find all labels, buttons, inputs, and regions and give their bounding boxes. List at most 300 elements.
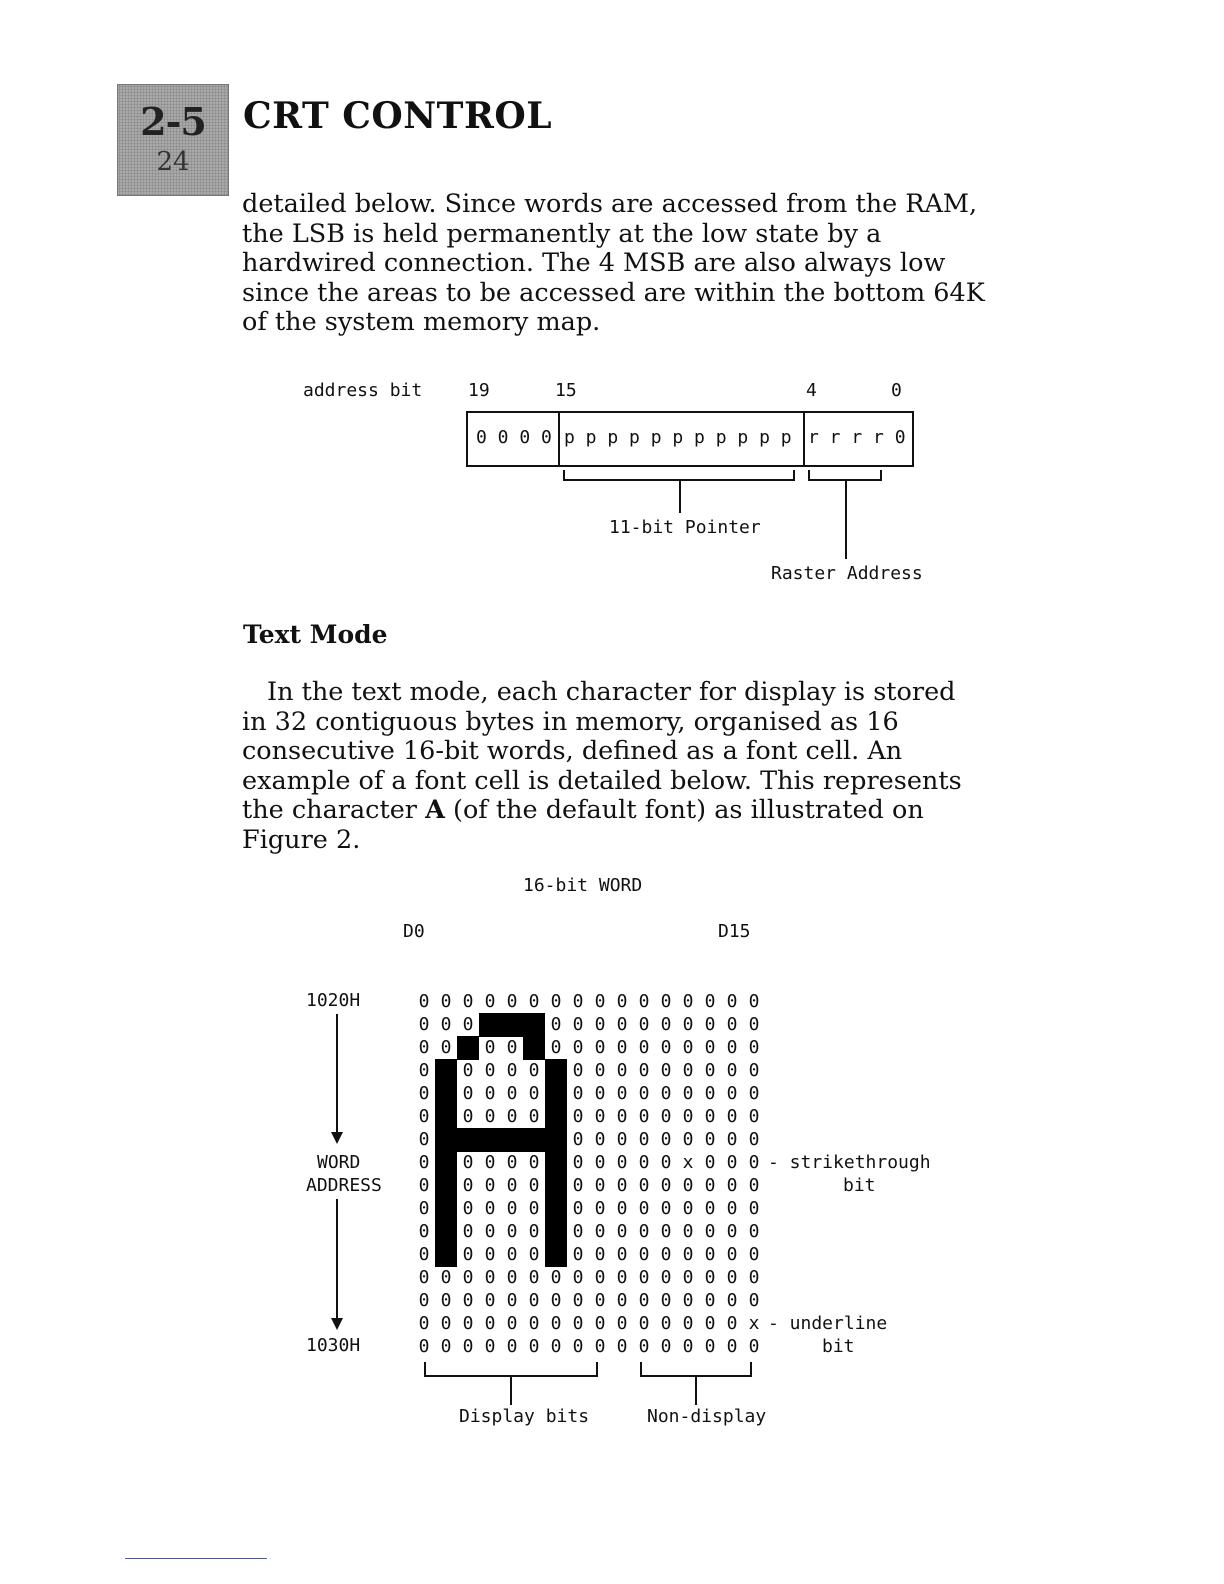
bit-cell: 0: [704, 1267, 716, 1288]
display-bracket-right: [596, 1362, 598, 1376]
bit-cell: 0: [638, 1014, 650, 1035]
bit-cell: 0: [726, 1083, 738, 1104]
display-bracket-left: [424, 1362, 426, 1376]
bit-cell: 0: [572, 1060, 584, 1081]
subheading-text-mode: Text Mode: [243, 620, 388, 649]
bit-cell: 0: [506, 1083, 518, 1104]
bit-cell: 0: [462, 1175, 474, 1196]
bit-cell: 0: [660, 1290, 672, 1311]
bit-cell: 0: [616, 991, 628, 1012]
underline-label: - underline: [768, 1313, 888, 1334]
bit-cell: 0: [748, 1083, 760, 1104]
bit-cell: 0: [462, 1152, 474, 1173]
bit-cell: 0: [704, 1129, 716, 1150]
bit-cell: 0: [638, 1221, 650, 1242]
bit-number-0: 0: [891, 380, 902, 401]
bit-cell: 0: [638, 1175, 650, 1196]
bit-cell: 0: [638, 1037, 650, 1058]
bit-cell: 0: [682, 1221, 694, 1242]
bit-cell: 0: [682, 1060, 694, 1081]
pointer-label: 11-bit Pointer: [609, 517, 761, 538]
glyph-pixel-run: [545, 1197, 567, 1221]
underline-bit-label: bit: [822, 1336, 855, 1357]
bit-cell: 0: [418, 1267, 430, 1288]
glyph-pixel-run: [457, 1036, 479, 1060]
bit-cell: 0: [748, 1290, 760, 1311]
bit-cell: 0: [616, 1244, 628, 1265]
bit-cell: 0: [594, 1152, 606, 1173]
bit-cell: 0: [462, 1290, 474, 1311]
bit-cell: 0: [506, 1290, 518, 1311]
bit-cell: 0: [726, 1336, 738, 1357]
bit-cell: 0: [616, 1290, 628, 1311]
bit-cell: 0: [660, 1037, 672, 1058]
start-address: 1020H: [306, 990, 361, 1011]
bit-cell: 0: [704, 1175, 716, 1196]
raster-label: Raster Address: [771, 563, 923, 584]
word-address-label: WORD: [317, 1152, 361, 1173]
bit-cell: 0: [748, 1152, 760, 1173]
bit-cell: 0: [594, 1175, 606, 1196]
bit-cell: 0: [704, 1244, 716, 1265]
bit-cell: 0: [726, 1313, 738, 1334]
bit-cell: 0: [594, 1313, 606, 1334]
glyph-pixel-run: [435, 1243, 457, 1267]
bit-cell: 0: [506, 1198, 518, 1219]
bit-cell: 0: [462, 1244, 474, 1265]
bit-cell: 0: [594, 1060, 606, 1081]
bit-cell: 0: [418, 1313, 430, 1334]
glyph-pixel-run: [545, 1059, 567, 1083]
display-leader: [510, 1377, 512, 1405]
bit-cell: 0: [550, 1290, 562, 1311]
d15-label: D15: [718, 921, 751, 942]
bit-cell: 0: [616, 1106, 628, 1127]
glyph-pixel-run: [545, 1082, 567, 1106]
bit-cell: 0: [726, 1037, 738, 1058]
paragraph-text: In the text mode, each character for display is stored in 32 contiguous bytes in memory, organised as 16 consecutive 16-bit words, defined as a font cell. An example of a font cell is detailed below. This represents the character: [242, 677, 962, 826]
bit-cell: 0: [484, 1083, 496, 1104]
bit-cell: 0: [528, 1198, 540, 1219]
bit-cell: 0: [418, 1175, 430, 1196]
bit-cell: 0: [616, 1198, 628, 1219]
bit-cell: 0: [682, 1175, 694, 1196]
bit-cell: 0: [550, 1313, 562, 1334]
bit-cell: 0: [484, 1336, 496, 1357]
section-marker: [117, 84, 229, 196]
bit-cell: 0: [462, 1083, 474, 1104]
bit-cell: 0: [550, 1267, 562, 1288]
bit-cell: 0: [704, 1014, 716, 1035]
bit-cell: 0: [418, 1336, 430, 1357]
bit-cell: 0: [638, 1244, 650, 1265]
bit-cell: 0: [528, 1060, 540, 1081]
bit-cell: 0: [418, 991, 430, 1012]
raster-leader: [845, 481, 847, 559]
bit-cell: 0: [682, 1267, 694, 1288]
bit-cell: 0: [528, 1152, 540, 1173]
glyph-pixel-run: [545, 1220, 567, 1244]
bit-cell: 0: [462, 1014, 474, 1035]
bit-cell: 0: [726, 1244, 738, 1265]
bit-cell: 0: [748, 1175, 760, 1196]
bit-cell: 0: [638, 1106, 650, 1127]
glyph-pixel-run: [545, 1151, 567, 1175]
bit-cell: 0: [462, 1060, 474, 1081]
bit-cell: 0: [638, 1313, 650, 1334]
bit-cell: 0: [726, 1060, 738, 1081]
bit-cell: 0: [462, 1313, 474, 1334]
bit-cell: 0: [484, 1198, 496, 1219]
bit-cell: 0: [748, 1198, 760, 1219]
bit-cell: 0: [726, 1106, 738, 1127]
bit-cell: 0: [660, 991, 672, 1012]
bit-cell: 0: [550, 1037, 562, 1058]
bit-cell: 0: [682, 1198, 694, 1219]
bit-cell: 0: [726, 1129, 738, 1150]
bit-cell: 0: [506, 1037, 518, 1058]
field-divider: [803, 413, 805, 465]
bit-cell: 0: [704, 1037, 716, 1058]
word-label: 16-bit WORD: [523, 875, 643, 896]
bit-cell: 0: [528, 1175, 540, 1196]
bit-cell: 0: [660, 1083, 672, 1104]
bit-cell: 0: [594, 1221, 606, 1242]
bit-cell: 0: [594, 1014, 606, 1035]
bit-cell: 0: [638, 1152, 650, 1173]
bit-cell: 0: [594, 1244, 606, 1265]
bit-cell: 0: [572, 1129, 584, 1150]
bit-cell: 0: [462, 1198, 474, 1219]
bit-cell: 0: [418, 1083, 430, 1104]
bit-cell: 0: [572, 1221, 584, 1242]
bit-cell: 0: [572, 1175, 584, 1196]
bit-cell: 0: [616, 1313, 628, 1334]
bit-cell: 0: [506, 1313, 518, 1334]
bit-cell: 0: [616, 1267, 628, 1288]
bit-cell: 0: [572, 1014, 584, 1035]
bit-cell: 0: [418, 1221, 430, 1242]
glyph-pixel-run: [435, 1059, 457, 1083]
bit-cell: 0: [594, 1336, 606, 1357]
bit-number-15: 15: [555, 380, 577, 401]
bit-cell: 0: [726, 1221, 738, 1242]
bit-cell: 0: [484, 991, 496, 1012]
paragraph-text: (of the default font) as illustrated on Figure 2.: [242, 795, 924, 855]
bit-cell: 0: [594, 1037, 606, 1058]
section-number: 2-5: [140, 99, 206, 144]
bit-cell: 0: [484, 1175, 496, 1196]
bit-cell: 0: [726, 1198, 738, 1219]
bit-cell: 0: [418, 1037, 430, 1058]
bit-cell: 0: [550, 1336, 562, 1357]
end-address: 1030H: [306, 1335, 361, 1356]
bit-cell: 0: [638, 1060, 650, 1081]
bit-cell: 0: [528, 1244, 540, 1265]
bit-cell: 0: [506, 1060, 518, 1081]
bit-cell: 0: [616, 1083, 628, 1104]
bit-cell: 0: [704, 1198, 716, 1219]
glyph-pixel-run: [435, 1197, 457, 1221]
bit-cell: 0: [550, 991, 562, 1012]
bit-cell: 0: [748, 1267, 760, 1288]
non-display-label: Non-display: [647, 1406, 767, 1427]
bit-cell: 0: [506, 1244, 518, 1265]
chapter-title: CRT CONTROL: [243, 95, 553, 137]
glyph-pixel-run: [435, 1151, 457, 1175]
bit-cell: 0: [616, 1175, 628, 1196]
bit-cell: 0: [682, 1244, 694, 1265]
bit-cell: 0: [726, 1014, 738, 1035]
bit-cell: 0: [506, 1152, 518, 1173]
glyph-pixel-run: [435, 1105, 457, 1129]
font-cell-grid: [413, 990, 763, 1358]
bit-cell: 0: [748, 991, 760, 1012]
glyph-pixel-run: [435, 1174, 457, 1198]
bit-cell: 0: [484, 1290, 496, 1311]
bit-cell: 0: [506, 1221, 518, 1242]
bit-cell: 0: [572, 1336, 584, 1357]
bit-cell: x: [748, 1313, 760, 1334]
glyph-pixel-run: [545, 1243, 567, 1267]
bit-cell: 0: [726, 1267, 738, 1288]
pointer-field: p p p p p p p p p p p: [564, 427, 792, 448]
bit-cell: 0: [462, 1267, 474, 1288]
bit-cell: 0: [704, 991, 716, 1012]
bit-cell: 0: [748, 1060, 760, 1081]
bit-cell: 0: [704, 1152, 716, 1173]
glyph-pixel-run: [435, 1128, 567, 1152]
bit-cell: 0: [616, 1152, 628, 1173]
pointer-leader: [679, 481, 681, 513]
bit-cell: 0: [484, 1267, 496, 1288]
raster-field: r r r r 0: [808, 427, 906, 448]
bit-cell: 0: [484, 1060, 496, 1081]
bit-cell: 0: [506, 1267, 518, 1288]
bit-cell: x: [682, 1152, 694, 1173]
bit-cell: 0: [748, 1106, 760, 1127]
bit-cell: 0: [506, 1336, 518, 1357]
bit-cell: 0: [638, 1336, 650, 1357]
bit-cell: 0: [550, 1014, 562, 1035]
bit-cell: 0: [726, 1175, 738, 1196]
bit-cell: 0: [572, 1313, 584, 1334]
bit-cell: 0: [440, 1014, 452, 1035]
bit-cell: 0: [484, 1313, 496, 1334]
bit-cell: 0: [572, 1152, 584, 1173]
bit-cell: 0: [572, 1083, 584, 1104]
bit-cell: 0: [704, 1060, 716, 1081]
bit-cell: 0: [506, 1175, 518, 1196]
bit-cell: 0: [660, 1152, 672, 1173]
bit-cell: 0: [440, 1267, 452, 1288]
bit-cell: 0: [462, 991, 474, 1012]
bit-cell: 0: [506, 991, 518, 1012]
bit-cell: 0: [484, 1106, 496, 1127]
bit-cell: 0: [748, 1244, 760, 1265]
bit-cell: 0: [748, 1037, 760, 1058]
bit-number-19: 19: [468, 380, 490, 401]
bit-cell: 0: [572, 991, 584, 1012]
bit-cell: 0: [660, 1106, 672, 1127]
bit-cell: 0: [484, 1221, 496, 1242]
bit-cell: 0: [682, 1129, 694, 1150]
bit-cell: 0: [572, 1106, 584, 1127]
bit-cell: 0: [462, 1106, 474, 1127]
bit-cell: 0: [638, 991, 650, 1012]
display-bits-label: Display bits: [459, 1406, 590, 1427]
bit-cell: 0: [440, 1037, 452, 1058]
bit-cell: 0: [660, 1313, 672, 1334]
bit-cell: 0: [748, 1336, 760, 1357]
bit-cell: 0: [638, 1083, 650, 1104]
bit-cell: 0: [528, 1336, 540, 1357]
bit-cell: 0: [682, 1106, 694, 1127]
intro-paragraph: detailed below. Since words are accessed from the RAM, the LSB is held permanently at the low state by a hardwired connection. The 4 MSB are also always low since the areas to be accessed are within the bottom 64K of the system memory map.: [242, 189, 985, 338]
bit-cell: 0: [682, 1037, 694, 1058]
bit-cell: 0: [528, 1313, 540, 1334]
arrow-down-icon: [331, 1318, 343, 1330]
glyph-pixel-run: [545, 1105, 567, 1129]
bit-cell: 0: [528, 1290, 540, 1311]
bit-cell: 0: [440, 1290, 452, 1311]
bit-cell: 0: [572, 1267, 584, 1288]
bit-cell: 0: [440, 1336, 452, 1357]
bit-cell: 0: [594, 1083, 606, 1104]
bit-cell: 0: [484, 1244, 496, 1265]
bit-cell: 0: [638, 1129, 650, 1150]
bit-cell: 0: [528, 1221, 540, 1242]
bit-cell: 0: [528, 991, 540, 1012]
character-a: A: [425, 795, 445, 826]
non-display-bracket-left: [640, 1362, 642, 1376]
bit-cell: 0: [418, 1290, 430, 1311]
bit-cell: 0: [572, 1198, 584, 1219]
bit-cell: 0: [484, 1037, 496, 1058]
field-divider: [558, 413, 560, 465]
footnote-rule: [125, 1558, 267, 1559]
bit-cell: 0: [462, 1221, 474, 1242]
bit-cell: 0: [704, 1106, 716, 1127]
bit-cell: 0: [704, 1083, 716, 1104]
bit-cell: 0: [594, 1106, 606, 1127]
bit-cell: 0: [726, 1290, 738, 1311]
bit-cell: 0: [616, 1336, 628, 1357]
glyph-pixel-run: [523, 1036, 545, 1060]
bit-cell: 0: [704, 1336, 716, 1357]
bit-cell: 0: [528, 1083, 540, 1104]
bit-cell: 0: [594, 1198, 606, 1219]
bit-cell: 0: [682, 991, 694, 1012]
bit-cell: 0: [418, 1198, 430, 1219]
msb-zero-field: 0 0 0 0: [476, 427, 552, 448]
glyph-pixel-run: [435, 1082, 457, 1106]
bit-cell: 0: [748, 1014, 760, 1035]
text-mode-paragraph: [242, 678, 987, 856]
bit-cell: 0: [726, 1152, 738, 1173]
bit-cell: 0: [616, 1060, 628, 1081]
bit-cell: 0: [528, 1106, 540, 1127]
bit-cell: 0: [616, 1014, 628, 1035]
bit-cell: 0: [660, 1014, 672, 1035]
glyph-pixel-run: [435, 1220, 457, 1244]
bit-cell: 0: [418, 1060, 430, 1081]
strikethrough-label: - strikethrough: [768, 1152, 931, 1173]
raster-bracket-right: [880, 470, 882, 481]
bit-cell: 0: [594, 1290, 606, 1311]
bit-cell: 0: [638, 1198, 650, 1219]
bit-cell: 0: [594, 1129, 606, 1150]
bit-cell: 0: [682, 1290, 694, 1311]
bit-cell: 0: [660, 1267, 672, 1288]
address-register: [466, 411, 914, 467]
bit-cell: 0: [440, 991, 452, 1012]
bit-cell: 0: [594, 991, 606, 1012]
glyph-pixel-run: [479, 1013, 545, 1037]
d0-label: D0: [403, 921, 425, 942]
bit-cell: 0: [660, 1244, 672, 1265]
bit-cell: 0: [638, 1290, 650, 1311]
bit-cell: 0: [594, 1267, 606, 1288]
bit-cell: 0: [682, 1083, 694, 1104]
bit-number-4: 4: [806, 380, 817, 401]
page-number: 24: [156, 147, 190, 177]
bit-cell: 0: [418, 1014, 430, 1035]
bit-cell: 0: [748, 1221, 760, 1242]
word-address-arrow-line: [336, 1199, 338, 1323]
bit-cell: 0: [572, 1037, 584, 1058]
word-address-arrow-line: [336, 1014, 338, 1138]
bit-cell: 0: [726, 991, 738, 1012]
glyph-pixel-run: [545, 1174, 567, 1198]
bit-cell: 0: [418, 1106, 430, 1127]
bit-cell: 0: [682, 1313, 694, 1334]
bit-cell: 0: [660, 1336, 672, 1357]
bit-cell: 0: [682, 1336, 694, 1357]
bit-cell: 0: [660, 1060, 672, 1081]
bit-cell: 0: [418, 1152, 430, 1173]
bit-cell: 0: [418, 1244, 430, 1265]
non-display-leader: [695, 1377, 697, 1405]
bit-cell: 0: [528, 1267, 540, 1288]
bit-cell: 0: [660, 1129, 672, 1150]
bit-cell: 0: [616, 1129, 628, 1150]
bit-cell: 0: [616, 1221, 628, 1242]
non-display-bracket-right: [750, 1362, 752, 1376]
word-address-label: ADDRESS: [306, 1175, 382, 1196]
bit-cell: 0: [440, 1313, 452, 1334]
bit-cell: 0: [572, 1244, 584, 1265]
bit-cell: 0: [616, 1037, 628, 1058]
bit-cell: 0: [682, 1014, 694, 1035]
bit-cell: 0: [506, 1106, 518, 1127]
address-bit-label: address bit: [303, 380, 423, 401]
bit-cell: 0: [638, 1267, 650, 1288]
bit-cell: 0: [572, 1290, 584, 1311]
bit-cell: 0: [704, 1313, 716, 1334]
bit-cell: 0: [484, 1152, 496, 1173]
arrow-down-icon: [331, 1132, 343, 1144]
bit-cell: 0: [704, 1290, 716, 1311]
bit-cell: 0: [748, 1129, 760, 1150]
bit-cell: 0: [462, 1336, 474, 1357]
bit-cell: 0: [660, 1221, 672, 1242]
pointer-bracket-right: [793, 470, 795, 481]
bit-cell: 0: [418, 1129, 430, 1150]
bit-cell: 0: [660, 1198, 672, 1219]
bit-cell: 0: [660, 1175, 672, 1196]
bit-cell: 0: [704, 1221, 716, 1242]
